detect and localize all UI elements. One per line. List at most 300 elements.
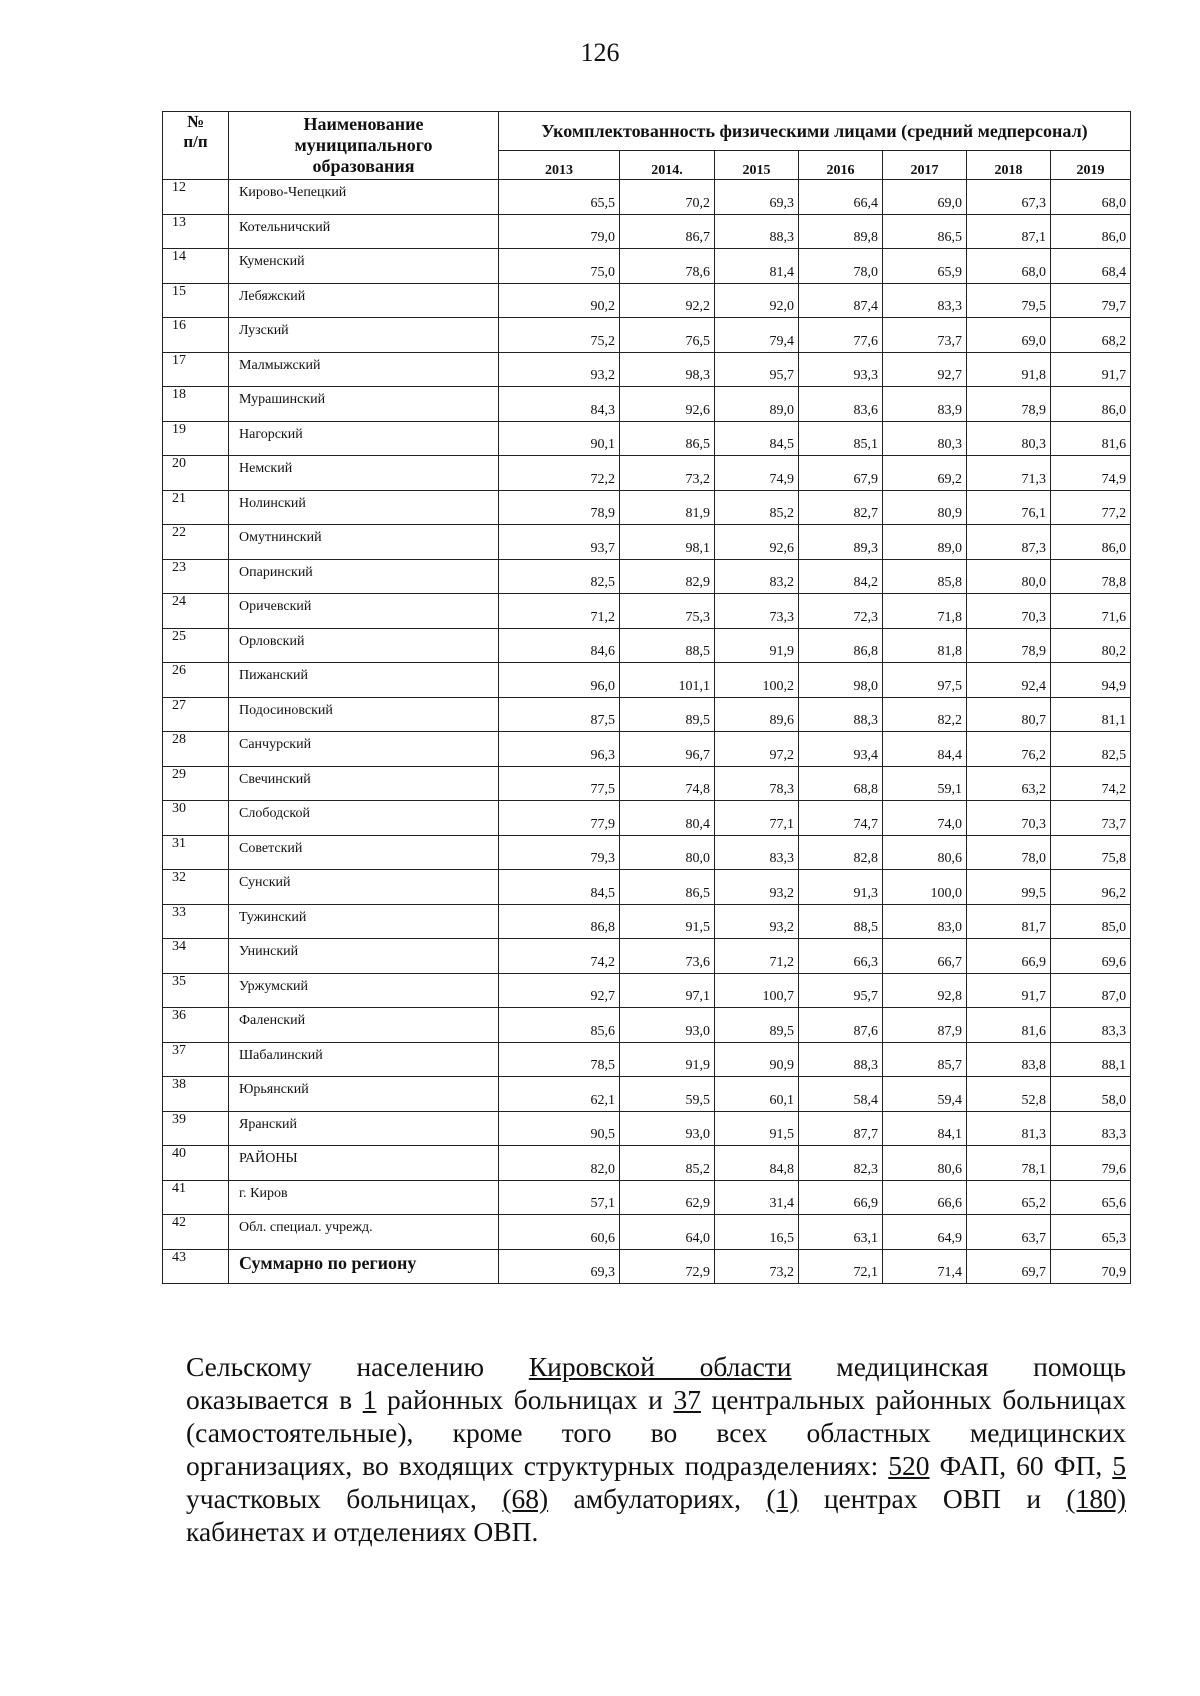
row-number: 19 (163, 421, 229, 456)
value-cell: 84,6 (499, 628, 620, 663)
value-cell: 70,3 (967, 801, 1051, 836)
row-number: 21 (163, 490, 229, 525)
value-cell: 89,0 (883, 525, 967, 560)
table-row (163, 249, 1131, 284)
row-number: 35 (163, 973, 229, 1008)
value-cell: 83,6 (799, 387, 883, 422)
value-cell: 68,8 (799, 766, 883, 801)
value-cell: 82,5 (499, 559, 620, 594)
value-cell: 86,0 (1051, 525, 1131, 560)
value-cell: 69,3 (715, 180, 799, 215)
value-cell: 63,7 (967, 1215, 1051, 1250)
municipality-name: Санчурский (229, 732, 499, 767)
table-row (163, 973, 1131, 1008)
municipality-name: Шабалинский (229, 1042, 499, 1077)
header-name: Наименование муниципального образования (229, 112, 499, 180)
value-cell: 80,9 (883, 490, 967, 525)
value-cell: 100,2 (715, 663, 799, 698)
value-cell: 72,2 (499, 456, 620, 491)
row-number: 32 (163, 870, 229, 905)
header-year: 2015 (715, 151, 799, 180)
value-cell: 60,6 (499, 1215, 620, 1250)
table-row (163, 939, 1131, 974)
value-cell: 78,6 (620, 249, 715, 284)
value-cell: 89,5 (715, 1008, 799, 1043)
value-cell: 89,0 (715, 387, 799, 422)
value-cell: 98,1 (620, 525, 715, 560)
value-cell: 86,5 (620, 421, 715, 456)
value-cell: 100,0 (883, 870, 967, 905)
value-cell: 60,1 (715, 1077, 799, 1112)
row-number: 18 (163, 387, 229, 422)
value-cell: 77,2 (1051, 490, 1131, 525)
municipality-name: Сунский (229, 870, 499, 905)
table-row (163, 732, 1131, 767)
municipality-name: Унинский (229, 939, 499, 974)
value-cell: 90,9 (715, 1042, 799, 1077)
value-cell: 91,9 (715, 628, 799, 663)
value-cell: 69,0 (967, 318, 1051, 353)
value-cell: 75,3 (620, 594, 715, 629)
value-cell: 62,1 (499, 1077, 620, 1112)
value-cell: 74,8 (620, 766, 715, 801)
header-year: 2017 (883, 151, 967, 180)
value-cell: 66,6 (883, 1180, 967, 1215)
value-cell: 89,5 (620, 697, 715, 732)
value-cell: 63,2 (967, 766, 1051, 801)
value-cell: 78,5 (499, 1042, 620, 1077)
value-cell: 88,3 (799, 1042, 883, 1077)
municipality-name: Нагорский (229, 421, 499, 456)
body-paragraph (186, 1350, 1126, 1548)
value-cell: 75,8 (1051, 835, 1131, 870)
value-cell: 91,7 (967, 973, 1051, 1008)
value-cell: 86,5 (883, 214, 967, 249)
value-cell: 84,3 (499, 387, 620, 422)
value-cell: 66,9 (967, 939, 1051, 974)
value-cell: 76,5 (620, 318, 715, 353)
value-cell: 71,8 (883, 594, 967, 629)
value-cell: 78,9 (967, 387, 1051, 422)
value-cell: 87,7 (799, 1111, 883, 1146)
value-cell: 68,4 (1051, 249, 1131, 284)
table-row (163, 663, 1131, 698)
row-number: 42 (163, 1215, 229, 1250)
table-row (163, 180, 1131, 215)
value-cell: 80,0 (967, 559, 1051, 594)
municipality-name: Кирово-Чепецкий (229, 180, 499, 215)
value-cell: 65,6 (1051, 1180, 1131, 1215)
table-row (163, 525, 1131, 560)
value-cell: 94,9 (1051, 663, 1131, 698)
page-number: 126 (580, 38, 620, 67)
paragraph-line-3: (самостоятельные), кроме того во всех областных медицинских (186, 1417, 1126, 1448)
value-cell: 72,9 (620, 1249, 715, 1284)
row-number: 34 (163, 939, 229, 974)
municipality-name: Советский (229, 835, 499, 870)
table-row (163, 1146, 1131, 1181)
value-cell: 68,0 (967, 249, 1051, 284)
header-year: 2013 (499, 151, 620, 180)
value-cell: 81,6 (1051, 421, 1131, 456)
value-cell: 93,3 (799, 352, 883, 387)
value-cell: 77,5 (499, 766, 620, 801)
value-cell: 71,4 (883, 1249, 967, 1284)
header-year: 2016 (799, 151, 883, 180)
value-cell: 98,0 (799, 663, 883, 698)
value-cell: 87,5 (499, 697, 620, 732)
table-row (163, 283, 1131, 318)
row-number: 15 (163, 283, 229, 318)
table-row (163, 1215, 1131, 1250)
value-cell: 80,3 (967, 421, 1051, 456)
value-cell: 84,4 (883, 732, 967, 767)
value-cell: 78,3 (715, 766, 799, 801)
table-row (163, 421, 1131, 456)
table-row (163, 456, 1131, 491)
table-row (163, 1111, 1131, 1146)
row-number: 33 (163, 904, 229, 939)
value-cell: 68,2 (1051, 318, 1131, 353)
row-number: 23 (163, 559, 229, 594)
value-cell: 86,8 (499, 904, 620, 939)
value-cell: 93,2 (499, 352, 620, 387)
value-cell: 74,9 (1051, 456, 1131, 491)
value-cell: 80,7 (967, 697, 1051, 732)
municipality-name: Уржумский (229, 973, 499, 1008)
value-cell: 81,9 (620, 490, 715, 525)
value-cell: 76,1 (967, 490, 1051, 525)
value-cell: 97,1 (620, 973, 715, 1008)
value-cell: 91,3 (799, 870, 883, 905)
municipality-name: Орловский (229, 628, 499, 663)
table-row (163, 1077, 1131, 1112)
value-cell: 93,7 (499, 525, 620, 560)
value-cell: 83,3 (1051, 1111, 1131, 1146)
value-cell: 69,6 (1051, 939, 1131, 974)
value-cell: 81,4 (715, 249, 799, 284)
value-cell: 81,8 (883, 628, 967, 663)
value-cell: 93,2 (715, 904, 799, 939)
value-cell: 87,6 (799, 1008, 883, 1043)
header-year: 2018 (967, 151, 1051, 180)
paragraph-line-4: организациях, во входящих структурных подразделениях: 520 ФАП, 60 ФП, 5 (186, 1450, 1126, 1481)
value-cell: 80,2 (1051, 628, 1131, 663)
value-cell: 87,0 (1051, 973, 1131, 1008)
value-cell: 88,5 (799, 904, 883, 939)
table-row (163, 766, 1131, 801)
row-number: 39 (163, 1111, 229, 1146)
municipality-name: Свечинский (229, 766, 499, 801)
row-number: 16 (163, 318, 229, 353)
value-cell: 68,0 (1051, 180, 1131, 215)
value-cell: 82,0 (499, 1146, 620, 1181)
municipality-name: Лебяжский (229, 283, 499, 318)
value-cell: 66,3 (799, 939, 883, 974)
header-num: № п/п (163, 112, 229, 180)
value-cell: 96,7 (620, 732, 715, 767)
value-cell: 79,3 (499, 835, 620, 870)
staffing-table (162, 111, 1131, 1284)
value-cell: 73,6 (620, 939, 715, 974)
row-number: 26 (163, 663, 229, 698)
value-cell: 85,2 (715, 490, 799, 525)
row-number: 43 (163, 1249, 229, 1284)
value-cell: 97,5 (883, 663, 967, 698)
value-cell: 85,1 (799, 421, 883, 456)
table-row (163, 870, 1131, 905)
table-row (163, 559, 1131, 594)
table-row (163, 1008, 1131, 1043)
header-year: 2019 (1051, 151, 1131, 180)
value-cell: 71,2 (499, 594, 620, 629)
value-cell: 85,0 (1051, 904, 1131, 939)
row-number: 38 (163, 1077, 229, 1112)
row-number: 22 (163, 525, 229, 560)
value-cell: 88,3 (799, 697, 883, 732)
value-cell: 67,9 (799, 456, 883, 491)
value-cell: 83,3 (715, 835, 799, 870)
value-cell: 95,7 (799, 973, 883, 1008)
value-cell: 75,2 (499, 318, 620, 353)
value-cell: 78,1 (967, 1146, 1051, 1181)
value-cell: 92,7 (499, 973, 620, 1008)
value-cell: 59,5 (620, 1077, 715, 1112)
value-cell: 85,7 (883, 1042, 967, 1077)
row-number: 31 (163, 835, 229, 870)
row-number: 20 (163, 456, 229, 491)
value-cell: 74,2 (499, 939, 620, 974)
value-cell: 96,0 (499, 663, 620, 698)
value-cell: 57,1 (499, 1180, 620, 1215)
row-number: 28 (163, 732, 229, 767)
value-cell: 83,3 (883, 283, 967, 318)
municipality-name: Оричевский (229, 594, 499, 629)
table-row (163, 490, 1131, 525)
value-cell: 87,4 (799, 283, 883, 318)
value-cell: 70,2 (620, 180, 715, 215)
value-cell: 66,4 (799, 180, 883, 215)
municipality-name: Юрьянский (229, 1077, 499, 1112)
value-cell: 62,9 (620, 1180, 715, 1215)
value-cell: 92,8 (883, 973, 967, 1008)
value-cell: 92,4 (967, 663, 1051, 698)
value-cell: 92,7 (883, 352, 967, 387)
value-cell: 93,0 (620, 1111, 715, 1146)
value-cell: 83,9 (883, 387, 967, 422)
value-cell: 70,9 (1051, 1249, 1131, 1284)
municipality-name: Обл. специал. учрежд. (229, 1215, 499, 1250)
value-cell: 78,9 (499, 490, 620, 525)
value-cell: 72,3 (799, 594, 883, 629)
value-cell: 73,2 (715, 1249, 799, 1284)
value-cell: 82,3 (799, 1146, 883, 1181)
value-cell: 74,0 (883, 801, 967, 836)
value-cell: 89,8 (799, 214, 883, 249)
table-row (163, 387, 1131, 422)
value-cell: 90,5 (499, 1111, 620, 1146)
value-cell: 85,2 (620, 1146, 715, 1181)
value-cell: 78,0 (799, 249, 883, 284)
value-cell: 65,9 (883, 249, 967, 284)
value-cell: 97,2 (715, 732, 799, 767)
table-row (163, 1042, 1131, 1077)
value-cell: 72,1 (799, 1249, 883, 1284)
municipality-name: Куменский (229, 249, 499, 284)
value-cell: 65,3 (1051, 1215, 1131, 1250)
value-cell: 73,3 (715, 594, 799, 629)
value-cell: 59,4 (883, 1077, 967, 1112)
table-row (163, 318, 1131, 353)
value-cell: 96,2 (1051, 870, 1131, 905)
value-cell: 66,9 (799, 1180, 883, 1215)
value-cell: 81,6 (967, 1008, 1051, 1043)
value-cell: 69,3 (499, 1249, 620, 1284)
header-year: 2014. (620, 151, 715, 180)
value-cell: 69,7 (967, 1249, 1051, 1284)
value-cell: 92,6 (715, 525, 799, 560)
value-cell: 88,1 (1051, 1042, 1131, 1077)
value-cell: 91,9 (620, 1042, 715, 1077)
table-row (163, 1180, 1131, 1215)
value-cell: 73,7 (883, 318, 967, 353)
value-cell: 83,0 (883, 904, 967, 939)
value-cell: 82,2 (883, 697, 967, 732)
table-row (163, 1249, 1131, 1284)
value-cell: 100,7 (715, 973, 799, 1008)
value-cell: 78,8 (1051, 559, 1131, 594)
value-cell: 74,7 (799, 801, 883, 836)
value-cell: 69,0 (883, 180, 967, 215)
value-cell: 91,5 (620, 904, 715, 939)
value-cell: 83,8 (967, 1042, 1051, 1077)
value-cell: 86,7 (620, 214, 715, 249)
value-cell: 77,6 (799, 318, 883, 353)
value-cell: 78,0 (967, 835, 1051, 870)
row-number: 41 (163, 1180, 229, 1215)
value-cell: 81,1 (1051, 697, 1131, 732)
value-cell: 81,3 (967, 1111, 1051, 1146)
value-cell: 88,5 (620, 628, 715, 663)
value-cell: 80,6 (883, 835, 967, 870)
value-cell: 89,3 (799, 525, 883, 560)
value-cell: 31,4 (715, 1180, 799, 1215)
value-cell: 87,9 (883, 1008, 967, 1043)
table-row (163, 801, 1131, 836)
header-group-title: Укомплектованность физическими лицами (средний медперсонал) (499, 112, 1131, 151)
value-cell: 86,0 (1051, 214, 1131, 249)
value-cell: 79,7 (1051, 283, 1131, 318)
row-number: 13 (163, 214, 229, 249)
value-cell: 92,0 (715, 283, 799, 318)
value-cell: 84,1 (883, 1111, 967, 1146)
municipality-name: Малмыжский (229, 352, 499, 387)
value-cell: 80,6 (883, 1146, 967, 1181)
value-cell: 79,0 (499, 214, 620, 249)
value-cell: 84,5 (499, 870, 620, 905)
municipality-name: Нолинский (229, 490, 499, 525)
value-cell: 99,5 (967, 870, 1051, 905)
row-number: 36 (163, 1008, 229, 1043)
value-cell: 65,5 (499, 180, 620, 215)
paragraph-line-2: оказывается в 1 районных больницах и 37 центральных районных больницах (186, 1384, 1126, 1415)
region-link: Кировской области (528, 1351, 792, 1382)
municipality-name: Подосиновский (229, 697, 499, 732)
value-cell: 74,2 (1051, 766, 1131, 801)
value-cell: 91,7 (1051, 352, 1131, 387)
value-cell: 77,9 (499, 801, 620, 836)
table-row (163, 904, 1131, 939)
municipality-name: РАЙОНЫ (229, 1146, 499, 1181)
value-cell: 71,2 (715, 939, 799, 974)
row-number: 29 (163, 766, 229, 801)
value-cell: 86,8 (799, 628, 883, 663)
value-cell: 86,5 (620, 870, 715, 905)
paragraph-line-5: участковых больницах, (68) амбулаториях, (1) центрах ОВП и (180) (186, 1483, 1126, 1514)
value-cell: 81,7 (967, 904, 1051, 939)
value-cell: 74,9 (715, 456, 799, 491)
value-cell: 79,4 (715, 318, 799, 353)
value-cell: 82,8 (799, 835, 883, 870)
value-cell: 73,7 (1051, 801, 1131, 836)
value-cell: 78,9 (967, 628, 1051, 663)
municipality-name: Фаленский (229, 1008, 499, 1043)
value-cell: 70,3 (967, 594, 1051, 629)
municipality-name: Тужинский (229, 904, 499, 939)
value-cell: 73,2 (620, 456, 715, 491)
value-cell: 77,1 (715, 801, 799, 836)
value-cell: 58,4 (799, 1077, 883, 1112)
value-cell: 83,2 (715, 559, 799, 594)
value-cell: 93,4 (799, 732, 883, 767)
value-cell: 80,3 (883, 421, 967, 456)
value-cell: 64,9 (883, 1215, 967, 1250)
value-cell: 58,0 (1051, 1077, 1131, 1112)
value-cell: 86,0 (1051, 387, 1131, 422)
value-cell: 71,6 (1051, 594, 1131, 629)
value-cell: 69,2 (883, 456, 967, 491)
table-row (163, 214, 1131, 249)
value-cell: 84,2 (799, 559, 883, 594)
value-cell: 90,1 (499, 421, 620, 456)
value-cell: 85,8 (883, 559, 967, 594)
value-cell: 91,8 (967, 352, 1051, 387)
municipality-name: Слободской (229, 801, 499, 836)
value-cell: 96,3 (499, 732, 620, 767)
value-cell: 93,0 (620, 1008, 715, 1043)
row-number: 12 (163, 180, 229, 215)
value-cell: 80,0 (620, 835, 715, 870)
table-row (163, 628, 1131, 663)
value-cell: 16,5 (715, 1215, 799, 1250)
value-cell: 65,2 (967, 1180, 1051, 1215)
row-number: 37 (163, 1042, 229, 1077)
municipality-name: Суммарно по региону (229, 1249, 499, 1284)
row-number: 25 (163, 628, 229, 663)
value-cell: 89,6 (715, 697, 799, 732)
table-row (163, 352, 1131, 387)
value-cell: 66,7 (883, 939, 967, 974)
value-cell: 83,3 (1051, 1008, 1131, 1043)
paragraph-line-1: Сельскому населению Кировской области медицинская помощь (186, 1351, 1126, 1382)
value-cell: 85,6 (499, 1008, 620, 1043)
municipality-name: Опаринский (229, 559, 499, 594)
value-cell: 71,3 (967, 456, 1051, 491)
value-cell: 82,7 (799, 490, 883, 525)
value-cell: 87,3 (967, 525, 1051, 560)
value-cell: 59,1 (883, 766, 967, 801)
value-cell: 79,6 (1051, 1146, 1131, 1181)
